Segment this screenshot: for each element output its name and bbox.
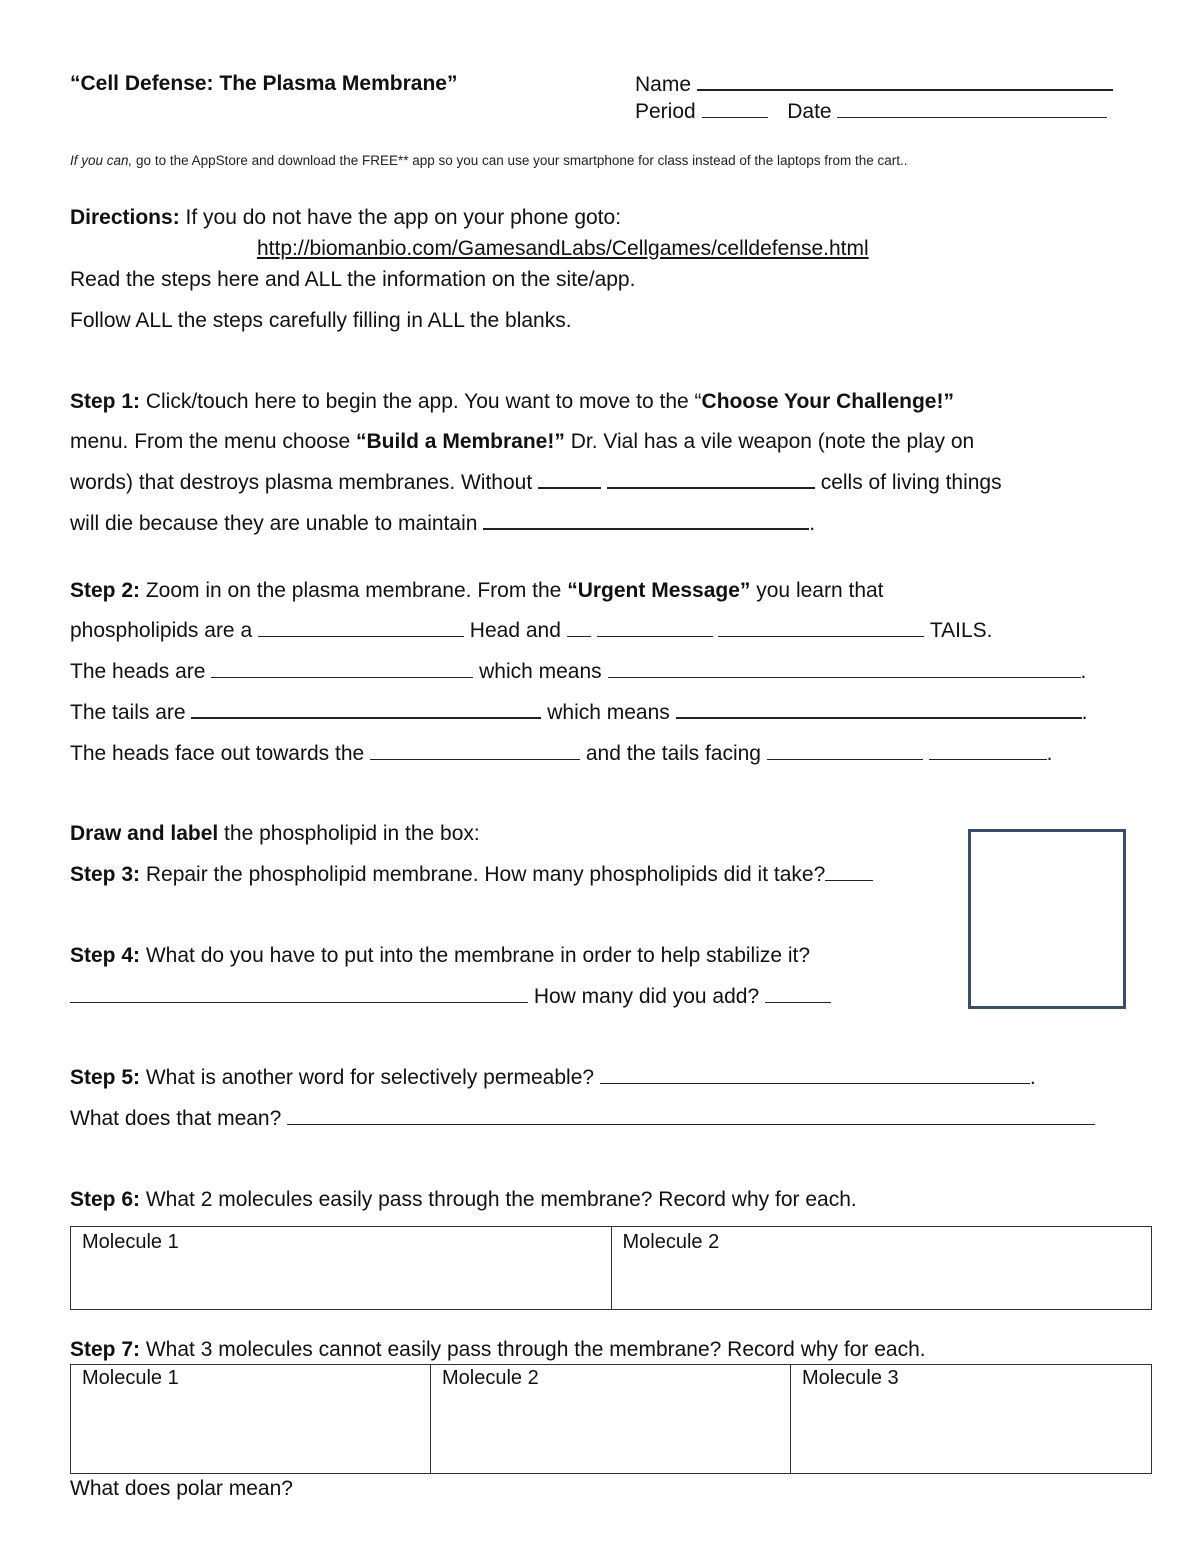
step3-text: Repair the phospholipid membrane. How many phospholipids did it take?: [140, 863, 826, 886]
step7-molecule-1-label: Molecule 1: [82, 1367, 179, 1389]
step3-line: [70, 862, 873, 888]
step5-line-1: [70, 1065, 1036, 1091]
step6-molecule-1-cell[interactable]: [71, 1227, 612, 1310]
step7-molecule-2-cell[interactable]: [430, 1365, 790, 1474]
step2-blank-tails-face-1[interactable]: [767, 741, 923, 760]
game-url-link[interactable]: http://biomanbio.com/GamesandLabs/Cellgames/celldefense.html: [257, 237, 869, 260]
step7-label: Step 7:: [70, 1338, 141, 1361]
step2-text-1a: Zoom in on the plasma membrane. From the: [140, 579, 568, 602]
table-row: [71, 1365, 1152, 1474]
step1-line-4: [70, 510, 815, 537]
step6-text: What 2 molecules easily pass through the membrane? Record why for each.: [140, 1188, 857, 1211]
step2-text-5a: The heads face out towards the: [70, 742, 371, 765]
app-note-text: go to the AppStore and download the FREE** app so you can use your smartphone for class instead of the laptops from the cart..: [132, 153, 908, 168]
step1-text-2b: “Build a Membrane!”: [355, 430, 565, 453]
draw-text: the phospholipid in the box:: [218, 822, 480, 845]
step1-label: Step 1:: [70, 390, 141, 413]
step5-blank-word[interactable]: [600, 1065, 1030, 1084]
step1-text-1b: Choose Your Challenge!”: [701, 390, 954, 413]
step2-text-2c: TAILS.: [924, 619, 993, 642]
polar-question: What does polar mean?: [70, 1477, 293, 1500]
step2-blank-tail-2[interactable]: [597, 618, 713, 637]
step1-text-2a: menu. From the menu choose: [70, 430, 356, 453]
directions-line-2: Read the steps here and ALL the information on the site/app.: [70, 268, 636, 291]
step2-text-3a: The heads are: [70, 660, 212, 683]
app-note-italic: If you can,: [70, 153, 133, 168]
step1-text-3b: cells of living things: [814, 471, 1002, 494]
step5-label: Step 5:: [70, 1066, 141, 1089]
step2-blank-heads-face[interactable]: [370, 741, 580, 760]
step1-line-1: [70, 389, 954, 415]
step2-text-4b: which means: [541, 701, 676, 724]
step2-text-4c: .: [1081, 701, 1088, 724]
draw-label: Draw and label: [70, 822, 219, 845]
step7-molecule-3-label: Molecule 3: [801, 1367, 899, 1389]
step2-line-5: [70, 741, 1053, 767]
step4-line-2: [70, 984, 831, 1010]
step1-blank-1[interactable]: [538, 469, 601, 489]
step2-text-1b: “Urgent Message”: [567, 579, 751, 602]
step3-blank[interactable]: [825, 862, 873, 881]
step4-blank-count[interactable]: [765, 984, 831, 1003]
step5-line-2: [70, 1106, 1095, 1132]
step2-text-3b: which means: [473, 660, 608, 683]
step2-line-3: [70, 659, 1086, 685]
step6-line: [70, 1187, 857, 1213]
app-note: [70, 153, 908, 168]
step2-text-2b: Head and: [463, 619, 567, 642]
step6-table: [70, 1226, 1152, 1310]
step2-text-5b: and the tails facing: [580, 742, 767, 765]
directions-text: If you do not have the app on your phone goto:: [179, 206, 622, 229]
step1-blank-2[interactable]: [607, 469, 815, 489]
step7-molecule-2-label: Molecule 2: [441, 1367, 539, 1389]
step7-line: [70, 1337, 926, 1363]
step2-blank-tails-mean[interactable]: [676, 699, 1082, 719]
step6-molecule-1-label: Molecule 1: [82, 1231, 179, 1253]
step2-blank-tails-are[interactable]: [191, 699, 541, 719]
name-line: [635, 71, 1113, 98]
name-label: Name: [635, 73, 692, 96]
step2-text-1c: you learn that: [750, 579, 884, 602]
step5-blank-meaning[interactable]: [287, 1106, 1095, 1125]
name-field[interactable]: [697, 71, 1113, 91]
step2-blank-head[interactable]: [258, 618, 464, 637]
step1-text-3a: words) that destroys plasma membranes. Without: [70, 471, 539, 494]
directions-url-line: [257, 236, 869, 262]
step1-text-1a: Click/touch here to begin the app. You want to move to the “: [140, 390, 702, 413]
step1-text-2c: Dr. Vial has a vile weapon (note the play on: [564, 430, 975, 453]
step6-molecule-2-cell[interactable]: [611, 1227, 1152, 1310]
directions-line-3: Follow ALL the steps carefully filling in ALL the blanks.: [70, 309, 572, 332]
period-date-line: [635, 99, 1107, 125]
step3-label: Step 3:: [70, 863, 141, 886]
step2-text-2a: phospholipids are a: [70, 619, 258, 642]
step2-label: Step 2:: [70, 579, 141, 602]
step1-text-4a: will die because they are unable to maintain: [70, 512, 484, 535]
period-label: Period: [635, 100, 696, 123]
step2-line-4: [70, 699, 1087, 726]
draw-instruction: [70, 821, 480, 847]
step7-molecule-3-cell[interactable]: [790, 1365, 1151, 1474]
date-label: Date: [787, 100, 832, 123]
step2-blank-heads-mean[interactable]: [608, 659, 1081, 678]
period-field[interactable]: [702, 99, 768, 118]
step2-text-3c: .: [1080, 660, 1087, 683]
step6-label: Step 6:: [70, 1188, 141, 1211]
step4-blank-stabilizer[interactable]: [70, 984, 528, 1003]
phospholipid-drawing-box[interactable]: [968, 829, 1126, 1009]
step6-molecule-2-label: Molecule 2: [622, 1231, 720, 1253]
step2-line-2: [70, 618, 993, 644]
step1-blank-3[interactable]: [483, 510, 809, 530]
step7-molecule-1-cell[interactable]: [71, 1365, 431, 1474]
step2-blank-tail-3[interactable]: [718, 618, 924, 637]
step2-text-4a: The tails are: [70, 701, 192, 724]
step7-table: [70, 1364, 1152, 1474]
step2-blank-heads-are[interactable]: [211, 659, 473, 678]
step2-blank-tail-1[interactable]: [567, 618, 591, 637]
step5-text: What is another word for selectively permeable?: [140, 1066, 600, 1089]
directions-label: Directions:: [70, 206, 180, 229]
worksheet-title: “Cell Defense: The Plasma Membrane”: [70, 72, 458, 95]
step4-text-2: How many did you add?: [528, 985, 765, 1008]
step2-text-5c: .: [1046, 742, 1053, 765]
step5-text-2: What does that mean?: [70, 1107, 288, 1130]
step5-text-end: .: [1029, 1066, 1036, 1089]
step2-blank-tails-face-2[interactable]: [929, 741, 1047, 760]
step4-text: What do you have to put into the membrane in order to help stabilize it?: [140, 944, 811, 967]
step4-line-1: [70, 943, 810, 969]
step7-text: What 3 molecules cannot easily pass through the membrane? Record why for each.: [140, 1338, 926, 1361]
step1-text-4b: .: [809, 512, 816, 535]
directions: [70, 205, 621, 231]
step1-line-3: [70, 469, 1002, 496]
step2-line-1: [70, 578, 884, 604]
date-field[interactable]: [837, 99, 1107, 118]
step1-line-2: [70, 429, 974, 455]
table-row: [71, 1227, 1152, 1310]
step4-label: Step 4:: [70, 944, 141, 967]
